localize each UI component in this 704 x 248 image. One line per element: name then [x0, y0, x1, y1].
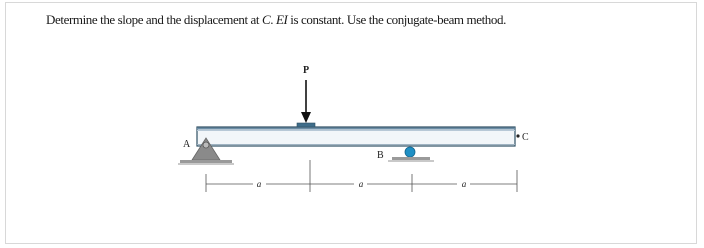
end-c [516, 132, 529, 143]
point-c-text: C [261, 12, 271, 27]
load-label: P [302, 65, 310, 76]
problem-text-1: Determine the slope and the displacement at [46, 12, 262, 27]
end-c-label: C [522, 132, 529, 143]
span-label-3: a [461, 179, 467, 189]
span-label-2: a [358, 179, 364, 189]
point-load-p [297, 65, 315, 127]
problem-text-2: . [270, 12, 276, 27]
roller-icon [405, 147, 415, 157]
span-label-1: a [256, 179, 262, 189]
beam [197, 127, 515, 146]
load-bearing-plate [297, 123, 315, 127]
problem-text-3: is constant. Use the conjugate-beam method. [287, 12, 506, 27]
load-arrow-icon [301, 112, 311, 123]
ei-text: EI [275, 12, 288, 27]
support-a-label: A [183, 139, 191, 150]
roller-support-b [377, 147, 434, 161]
support-b-label: B [377, 150, 384, 161]
